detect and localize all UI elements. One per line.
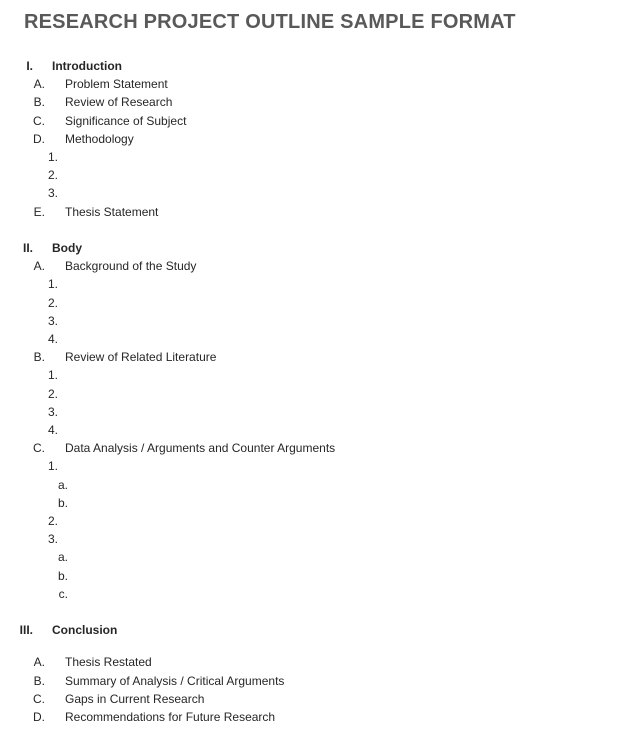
outline-item <box>0 239 633 257</box>
outline-item <box>0 93 633 111</box>
item-marker: b. <box>57 495 68 510</box>
outline-item <box>0 75 633 93</box>
item-marker: A. <box>33 77 45 92</box>
item-marker: 2. <box>47 168 58 183</box>
item-label: Data Analysis / Arguments and Counter Arguments <box>65 441 336 456</box>
item-marker: B. <box>33 95 45 110</box>
outline-item <box>0 476 633 494</box>
outline-item <box>0 184 633 202</box>
item-marker: b. <box>57 568 68 583</box>
item-marker: a. <box>57 550 68 565</box>
item-marker: A. <box>33 259 45 274</box>
item-label: Methodology <box>65 131 134 146</box>
outline-item <box>0 257 633 275</box>
outline-item <box>0 366 633 384</box>
outline-item <box>0 548 633 566</box>
item-label: Background of the Study <box>65 259 197 274</box>
outline-item <box>0 567 633 585</box>
item-marker: I. <box>26 59 33 73</box>
item-marker: C. <box>33 691 45 706</box>
outline-item <box>0 148 633 166</box>
item-label: Body <box>52 241 82 256</box>
item-marker: 3. <box>47 186 58 201</box>
outline-item <box>0 530 633 548</box>
outline-item <box>0 621 633 639</box>
outline-item <box>0 439 633 457</box>
item-label: Problem Statement <box>65 77 168 92</box>
item-label: Summary of Analysis / Critical Arguments <box>65 673 285 688</box>
item-label: Gaps in Current Research <box>65 691 205 706</box>
item-label: Significance of Subject <box>65 113 187 128</box>
item-marker: 3. <box>47 313 58 328</box>
outline-item <box>0 494 633 512</box>
outline-item <box>0 166 633 184</box>
outline-item <box>0 57 633 75</box>
item-marker: 3. <box>47 404 58 419</box>
item-marker: 1. <box>47 368 58 383</box>
item-marker: B. <box>33 350 45 365</box>
item-marker: D. <box>33 131 45 146</box>
item-marker: 1. <box>47 150 58 165</box>
item-marker: III. <box>19 623 33 638</box>
outline-item <box>0 585 633 603</box>
item-marker: II. <box>22 241 33 256</box>
item-marker: B. <box>33 673 45 688</box>
blank-line <box>0 221 633 239</box>
outline-item <box>0 708 633 726</box>
item-marker: 2. <box>47 514 58 529</box>
item-marker: 2. <box>47 386 58 401</box>
outline-list <box>0 57 633 726</box>
item-label: Recommendations for Future Research <box>65 710 276 725</box>
blank-line <box>0 639 633 653</box>
outline-item <box>0 672 633 690</box>
outline-item <box>0 330 633 348</box>
outline-item <box>0 512 633 530</box>
outline-item <box>0 457 633 475</box>
outline-item <box>0 275 633 293</box>
item-marker: 3. <box>47 532 58 547</box>
outline-item <box>0 130 633 148</box>
item-marker: 1. <box>47 277 58 292</box>
outline-item <box>0 312 633 330</box>
item-marker: D. <box>33 710 45 725</box>
item-marker: 4. <box>47 423 58 438</box>
outline-item <box>0 348 633 366</box>
outline-item <box>0 421 633 439</box>
item-label: Thesis Statement <box>65 204 159 219</box>
item-marker: 4. <box>47 332 58 347</box>
item-marker: C. <box>33 113 45 128</box>
item-label: Review of Related Literature <box>65 350 217 365</box>
blank-line <box>0 603 633 621</box>
item-marker: C. <box>33 441 45 456</box>
item-label: Review of Research <box>65 95 173 110</box>
outline-item <box>0 203 633 221</box>
item-label: Introduction <box>52 59 122 73</box>
outline-item <box>0 385 633 403</box>
item-marker: c. <box>58 586 68 601</box>
outline-item <box>0 403 633 421</box>
outline-item <box>0 294 633 312</box>
item-label: Thesis Restated <box>65 655 152 670</box>
outline-item <box>0 690 633 708</box>
item-marker: 2. <box>47 295 58 310</box>
item-label: Conclusion <box>52 623 118 638</box>
item-marker: 1. <box>47 459 58 474</box>
item-marker: a. <box>57 477 68 492</box>
page-title: RESEARCH PROJECT OUTLINE SAMPLE FORMAT <box>24 11 516 33</box>
item-marker: A. <box>33 655 45 670</box>
outline-item <box>0 653 633 671</box>
item-marker: E. <box>33 204 45 219</box>
outline-item <box>0 112 633 130</box>
